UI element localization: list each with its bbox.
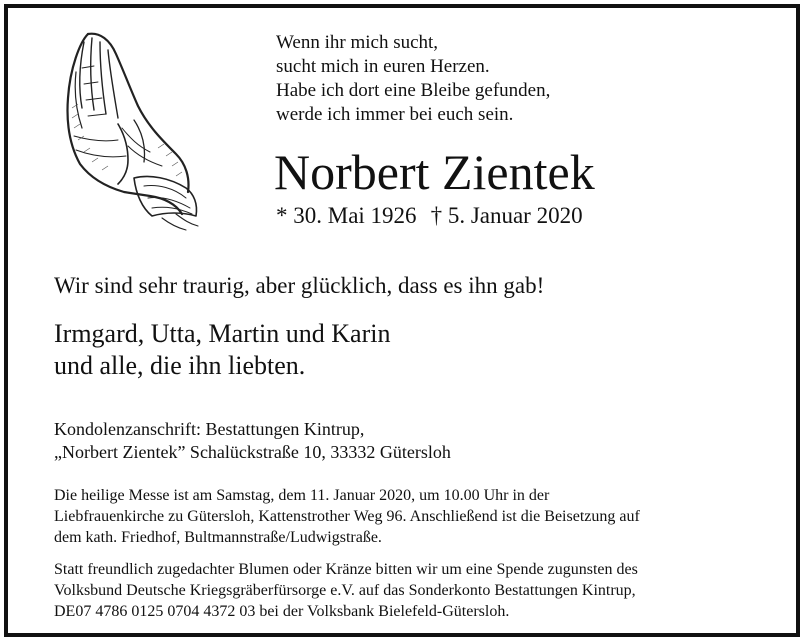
condolence-line: Kondolenzanschrift: Bestattungen Kintrup, (54, 419, 365, 439)
donation-line: Volksbund Deutsche Kriegsgräberfürsorge e.V. auf das Sonderkonto Bestattungen Kintrup, (54, 582, 636, 599)
poem-line: Habe ich dort eine Bleibe gefunden, (276, 80, 551, 101)
praying-hands-icon (58, 28, 208, 233)
mass-line: Die heilige Messe ist am Samstag, dem 11. Januar 2020, um 10.00 Uhr in der (54, 487, 550, 504)
donation-line: Statt freundlich zugedachter Blumen oder Kränze bitten wir um eine Spende zugunsten des (54, 561, 638, 578)
mass-line: Liebfrauenkirche zu Gütersloh, Kattenstrother Weg 96. Anschließend ist die Beisetzung auf (54, 508, 640, 525)
life-dates (276, 202, 583, 230)
family-line: Irmgard, Utta, Martin und Karin (54, 319, 391, 348)
poem-line: Wenn ihr mich sucht, (276, 32, 439, 53)
mourning-quote: Wir sind sehr traurig, aber glücklich, dass es ihn gab! (54, 273, 545, 298)
family-line: und alle, die ihn liebten. (54, 351, 306, 380)
birth-date: * 30. Mai 1926 (276, 203, 417, 228)
death-date: † 5. Januar 2020 (430, 203, 583, 228)
deceased-name: Norbert Zientek (274, 144, 595, 200)
mass-line: dem kath. Friedhof, Bultmannstraße/Ludwigstraße. (54, 529, 382, 546)
condolence-line: „Norbert Zientek” Schalückstraße 10, 33332 Gütersloh (54, 442, 451, 462)
donation-line: DE07 4786 0125 0704 4372 03 bei der Volksbank Bielefeld-Gütersloh. (54, 603, 510, 620)
condolence-address (54, 418, 451, 464)
family-names (54, 318, 390, 382)
donation-request (54, 559, 638, 622)
poem-line: werde ich immer bei euch sein. (276, 104, 514, 125)
mass-announcement (54, 485, 640, 548)
poem (276, 31, 550, 127)
poem-line: sucht mich in euren Herzen. (276, 56, 490, 77)
